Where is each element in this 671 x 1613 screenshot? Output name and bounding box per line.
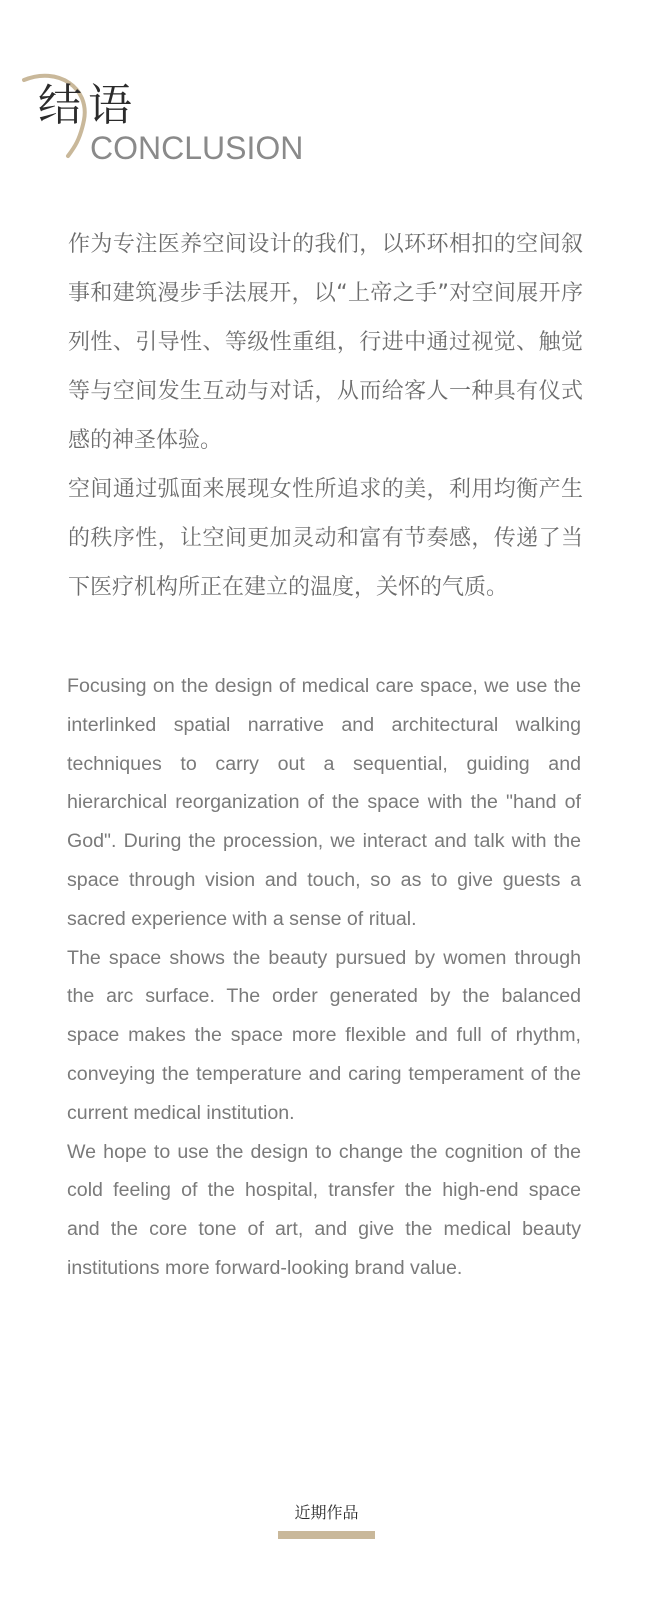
english-paragraph: The space shows the beauty pursued by women through the arc surface. The order generated by the balanced space makes the space more flexible and full of rhythm, conveying the temperature and caring temperament of the current medical institution. [67,946,581,1124]
chinese-body-text [68,220,583,612]
english-body-text [67,667,581,1288]
section-heading [0,0,671,180]
chinese-paragraph: 空间通过弧面来展现女性所追求的美，利用均衡产生的秩序性，让空间更加灵动和富有节奏感，传递了当下医疗机构所正在建立的温度，关怀的气质。 [68,477,583,600]
link-underline-bar [278,1531,375,1539]
english-paragraph: We hope to use the design to change the cognition of the cold feeling of the hospital, transfer the high-end space and the core tone of art, and give the medical beauty institutions more forward-looking brand value. [67,1140,581,1279]
page-title-cn: 结语 [38,80,138,131]
page-title-en: CONCLUSION [90,130,304,166]
recent-works-label: 近期作品 [294,1503,359,1522]
recent-works-link[interactable] [278,1500,375,1540]
english-paragraph: Focusing on the design of medical care space, we use the interlinked spatial narrative and architectural walking techniques to carry out a sequential, guiding and hierarchical reorganization of the space with the "hand of God". During the procession, we interact and talk with the space through vision and touch, so as to give guests a sacred experience with a sense of ritual. [67,675,581,930]
chinese-paragraph: 作为专注医养空间设计的我们，以环环相扣的空间叙事和建筑漫步手法展开，以“上帝之手”对空间展开序列性、引导性、等级性重组，行进中通过视觉、触觉等与空间发生互动与对话，从而给客人一种具有仪式感的神圣体验。 [68,232,583,453]
